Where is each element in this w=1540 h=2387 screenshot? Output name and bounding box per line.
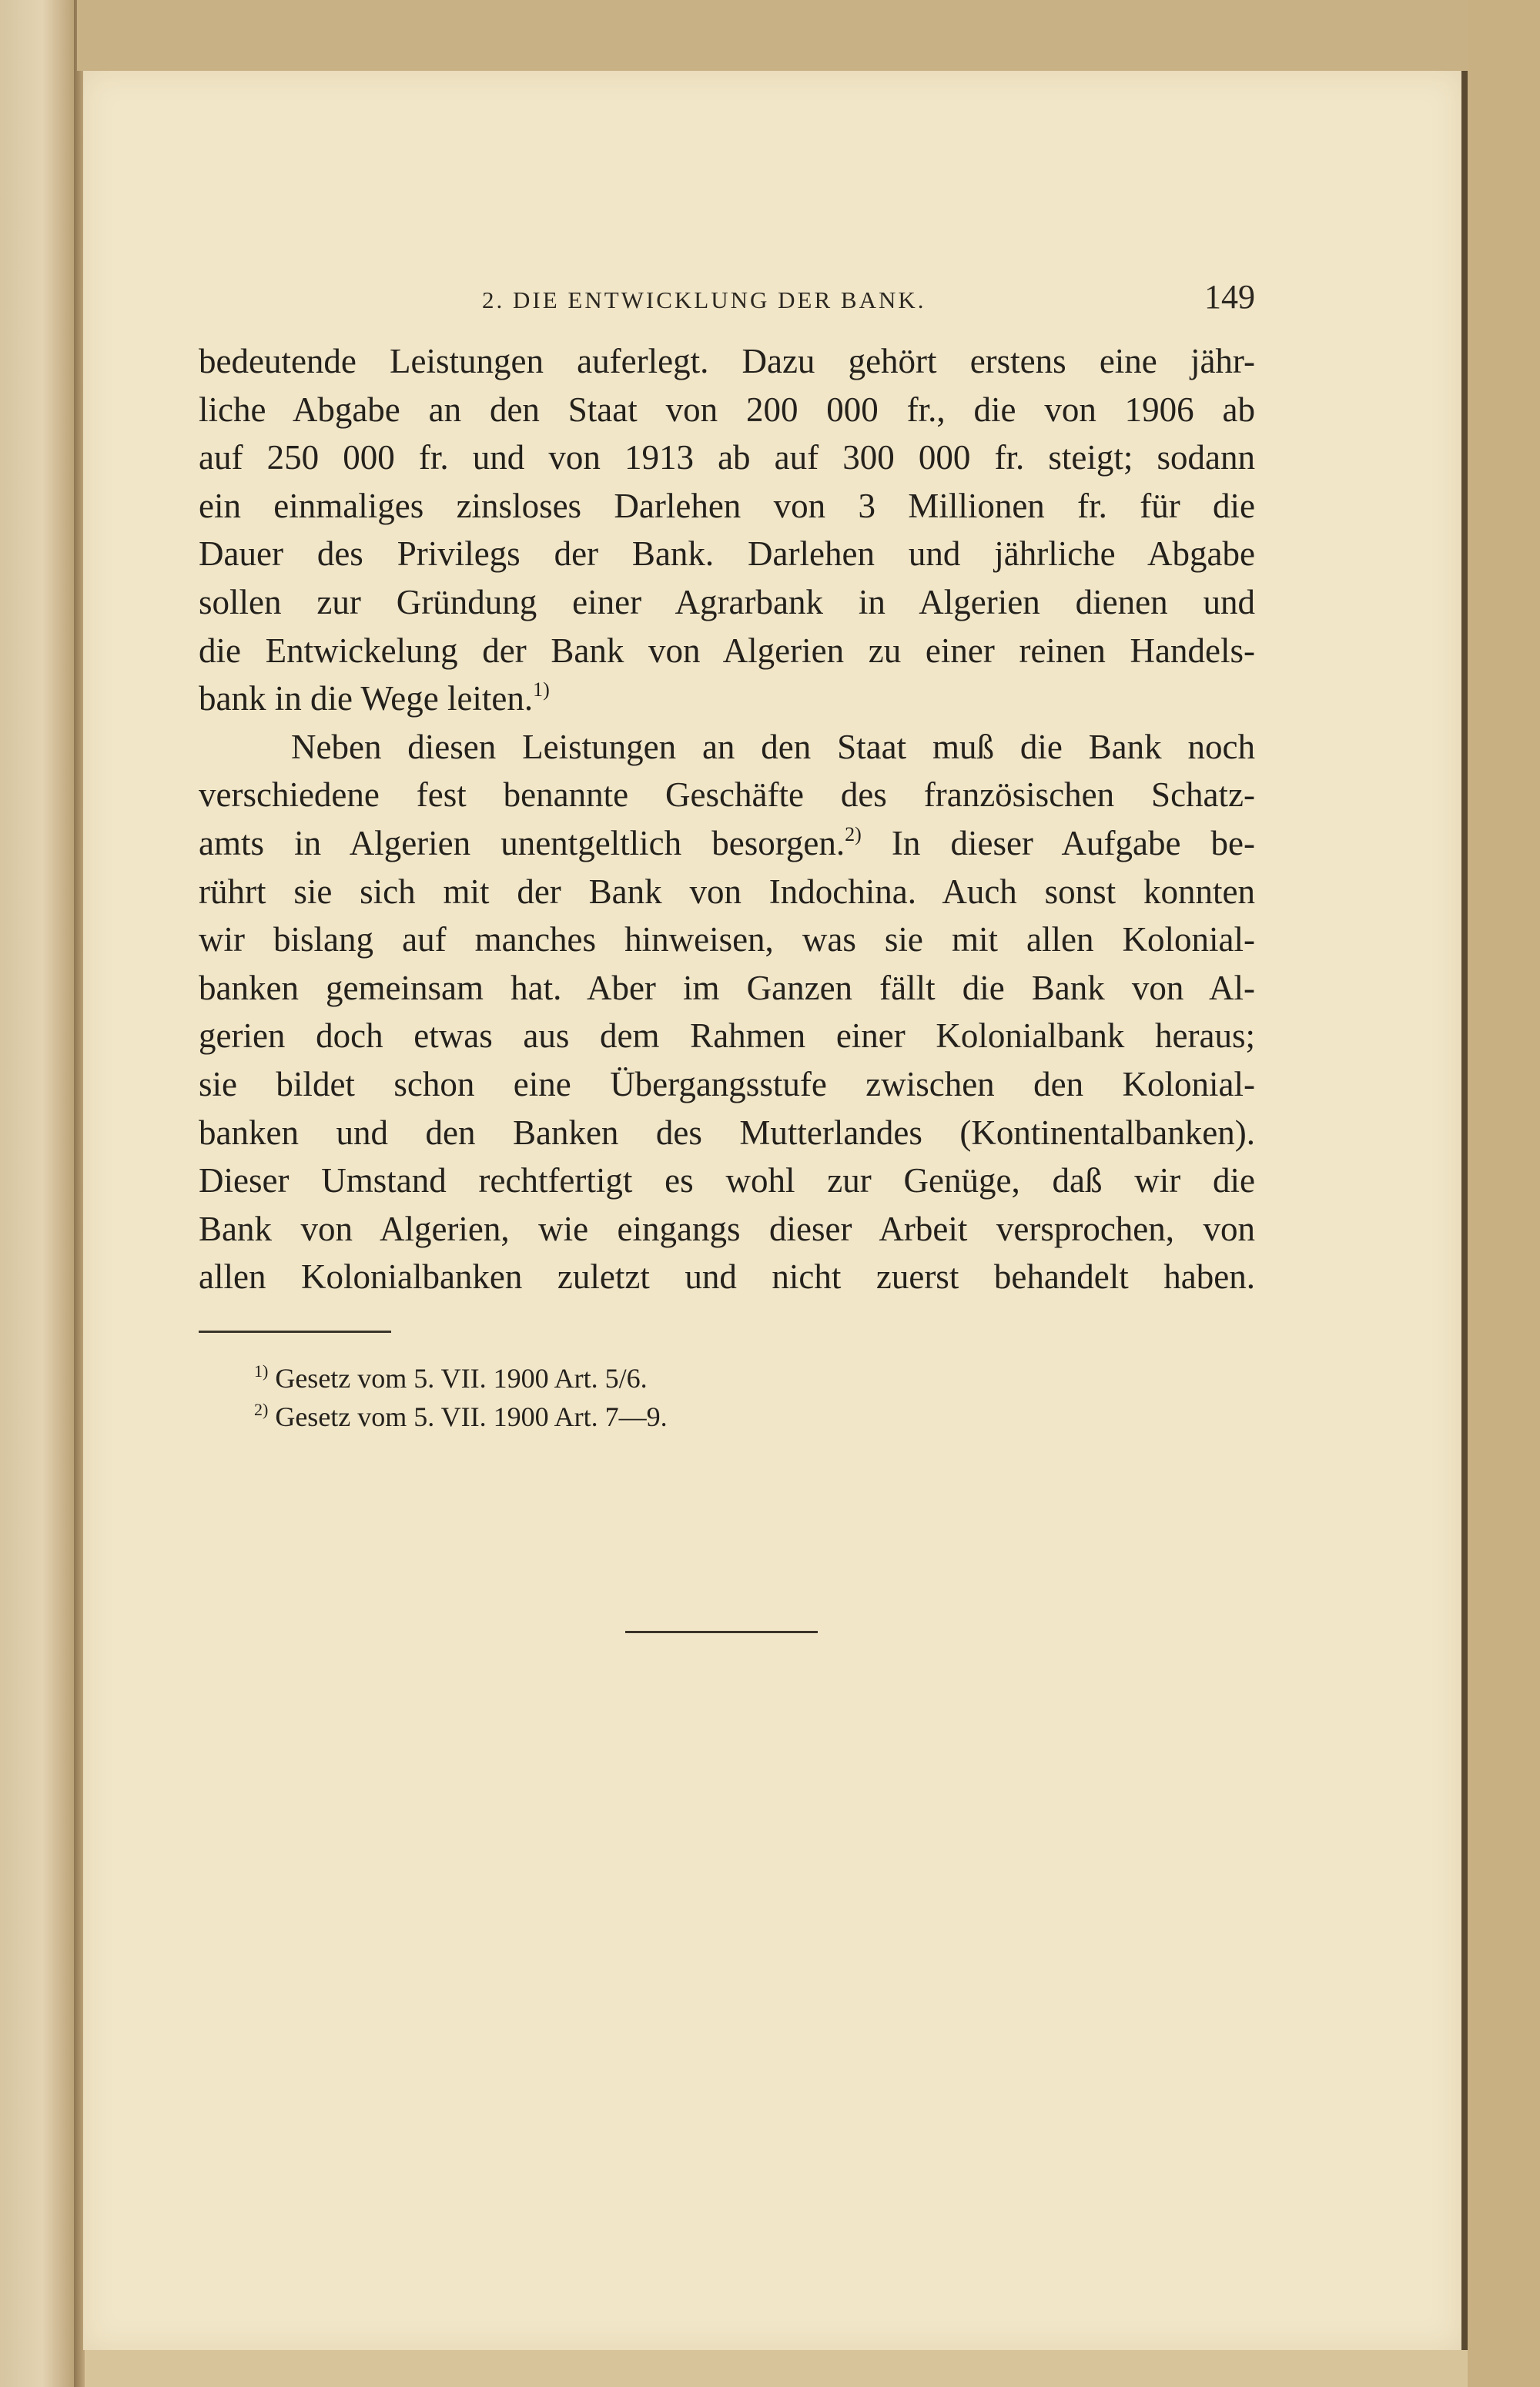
footnote-text: Gesetz vom 5. VII. 1900 Art. 5/6. <box>275 1363 648 1394</box>
text-line <box>199 819 1255 868</box>
text-line: liche Abgabe an den Staat von 200 000 fr., die von 1906 ab <box>199 390 1255 429</box>
text-segment: bank in die Wege leiten. <box>199 679 534 718</box>
top-scan-border <box>77 0 1471 71</box>
page-number: 149 <box>1204 278 1255 316</box>
text-line: Bank von Algerien, wie eingangs dieser Arbeit versprochen, von <box>199 1209 1255 1248</box>
text-line: banken gemeinsam hat. Aber im Ganzen fällt die Bank von Al- <box>199 968 1255 1007</box>
text-segment: In dieser Aufgabe be- <box>891 823 1255 862</box>
body-text <box>199 337 1255 1301</box>
text-line: ein einmaliges zinsloses Darlehen von 3 Millionen fr. für die <box>199 486 1255 525</box>
footnotes <box>254 1359 947 1436</box>
footnote-text: Gesetz vom 5. VII. 1900 Art. 7—9. <box>275 1401 668 1432</box>
text-line: die Entwickelung der Bank von Algerien zu einer reinen Handels- <box>199 631 1255 670</box>
text-line: Dieser Umstand rechtfertigt es wohl zur Genüge, daß wir die <box>199 1161 1255 1200</box>
text-line: gerien doch etwas aus dem Rahmen einer Kolonialbank heraus; <box>199 1016 1255 1056</box>
footnote <box>254 1398 947 1436</box>
footnote-ref: 2) <box>845 822 862 845</box>
footnote <box>254 1359 947 1398</box>
text-line: allen Kolonialbanken zuletzt und nicht zuerst behandelt haben. <box>199 1257 1255 1297</box>
text-line: sollen zur Gründung einer Agrarbank in Algerien dienen und <box>199 582 1255 621</box>
footnote-mark: 1) <box>254 1361 269 1381</box>
footnote-rule <box>199 1331 391 1333</box>
text-line: wir bislang auf manches hinweisen, was sie mit allen Kolonial- <box>199 920 1255 959</box>
text-line: Neben diesen Leistungen an den Staat muß die Bank noch <box>291 727 1255 766</box>
text-segment: amts in Algerien unentgeltlich besorgen. <box>199 823 845 862</box>
text-line: Dauer des Privilegs der Bank. Darlehen und jährliche Abgabe <box>199 534 1255 574</box>
footnote-ref: 1) <box>533 678 550 701</box>
running-head <box>199 277 1255 323</box>
end-rule <box>625 1631 818 1633</box>
text-line: rührt sie sich mit der Bank von Indochina. Auch sonst konnten <box>199 872 1255 911</box>
left-page-edge <box>0 0 77 2387</box>
text-line <box>199 675 1255 723</box>
text-line: verschiedene fest benannte Geschäfte des französischen Schatz- <box>199 775 1255 815</box>
right-scan-border <box>1468 0 1540 2387</box>
text-line: auf 250 000 fr. und von 1913 ab auf 300 000 fr. steigt; sodann <box>199 438 1255 477</box>
footnote-mark: 2) <box>254 1400 269 1419</box>
running-title: 2. DIE ENTWICKLUNG DER BANK. <box>482 286 926 313</box>
text-line: sie bildet schon eine Übergangsstufe zwischen den Kolonial- <box>199 1064 1255 1103</box>
text-line: bedeutende Leistungen auferlegt. Dazu gehört erstens eine jähr- <box>199 342 1255 380</box>
text-line: banken und den Banken des Mutterlandes (Kontinentalbanken). <box>199 1113 1255 1152</box>
